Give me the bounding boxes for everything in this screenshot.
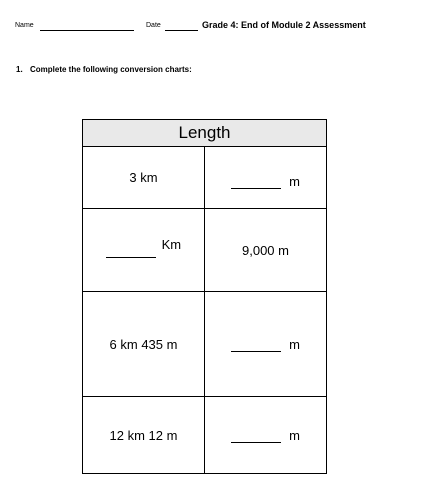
table-row xyxy=(83,292,327,397)
answer-blank[interactable] xyxy=(231,188,281,189)
given-value: 12 km 12 m xyxy=(109,427,178,443)
question-text: Complete the following conversion charts: xyxy=(30,65,192,74)
given-value-cell xyxy=(83,292,205,397)
given-value: 6 km 435 m xyxy=(109,336,178,352)
question-number: 1. xyxy=(16,65,23,74)
answer-blank[interactable] xyxy=(106,257,156,258)
question-1 xyxy=(16,65,192,74)
given-value-cell xyxy=(83,397,205,474)
answer-cell xyxy=(205,147,327,209)
table-row xyxy=(83,397,327,474)
length-conversion-chart xyxy=(82,119,327,474)
answer-cell xyxy=(83,209,205,292)
name-blank-line[interactable] xyxy=(40,30,134,31)
assessment-title: Grade 4: End of Module 2 Assessment xyxy=(202,20,366,30)
chart-title: Length xyxy=(83,120,327,147)
answer-unit: m xyxy=(289,336,300,352)
answer-cell xyxy=(205,292,327,397)
answer-blank[interactable] xyxy=(231,351,281,352)
table-row xyxy=(83,147,327,209)
given-value: 3 km xyxy=(129,170,158,185)
given-value-cell xyxy=(205,209,327,292)
table-row xyxy=(83,209,327,292)
answer-cell xyxy=(205,397,327,474)
answer-unit: m xyxy=(289,174,300,189)
given-value: 9,000 m xyxy=(242,242,289,258)
name-label: Name xyxy=(15,22,34,29)
date-label: Date xyxy=(146,22,161,29)
date-blank-line[interactable] xyxy=(165,30,198,31)
answer-unit: m xyxy=(289,427,300,443)
given-value-cell xyxy=(83,147,205,209)
answer-blank[interactable] xyxy=(231,442,281,443)
answer-unit: Km xyxy=(161,236,182,252)
